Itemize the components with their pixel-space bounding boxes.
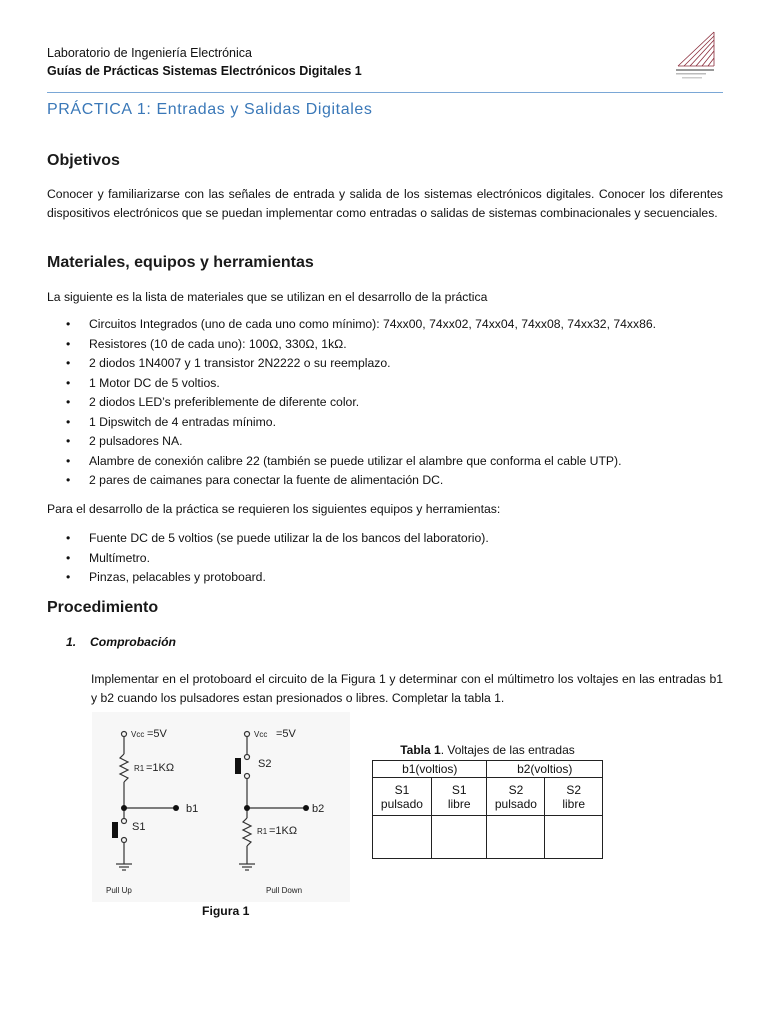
switch-label-s2: S2 [258, 758, 272, 770]
resistor-value-left: =1KΩ [146, 762, 175, 774]
switch-label-s1: S1 [132, 821, 146, 833]
header-lab-name: Laboratorio de Ingeniería Electrónica [47, 46, 252, 60]
table-group-header: b1(voltios) [373, 761, 487, 778]
list-item: • 2 diodos 1N4007 y 1 transistor 2N2222 o su reemplazo. [47, 354, 656, 374]
vcc-value-left: =5V [147, 728, 167, 740]
table-row [373, 816, 603, 859]
objetivos-heading: Objetivos [47, 152, 120, 169]
list-item: • Fuente DC de 5 voltios (se puede utilizar la de los bancos del laboratorio). [47, 529, 489, 549]
materiales-heading: Materiales, equipos y herramientas [47, 254, 314, 271]
table-cell [545, 816, 603, 859]
table-caption-text: . Voltajes de las entradas [440, 743, 575, 757]
procedimiento-text: Implementar en el protoboard el circuito de la Figura 1 y determinar con el múltimetro los voltajes en las entradas b1 y b2 cuando los pulsadores estan presionados o libres. Completar la tabla 1. [91, 672, 723, 705]
table-subheader: S1 pulsado [373, 778, 432, 816]
table-row [373, 778, 603, 816]
table-subheader: S2 pulsado [487, 778, 545, 816]
pull-down-label: Pull Down [266, 886, 303, 895]
materials-list [47, 315, 656, 491]
vcc-value-right: =5V [276, 728, 296, 740]
output-label-b2: b2 [312, 803, 325, 815]
header-course-name: Guías de Prácticas Sistemas Electrónicos Digitales 1 [47, 64, 362, 78]
list-item: • Circuitos Integrados (uno de cada uno como mínimo): 74xx00, 74xx02, 74xx04, 74xx08, 74xx32, 74xx86. [47, 315, 656, 335]
resistor-value-right: =1KΩ [269, 825, 298, 837]
list-item: • Multímetro. [47, 549, 489, 569]
list-item: • 1 Motor DC de 5 voltios. [47, 374, 656, 394]
voltage-table [372, 760, 603, 859]
step-title: Comprobación [90, 635, 176, 649]
vcc-label-left: Vcc [131, 730, 145, 739]
resistor-label-right: R1 [257, 827, 268, 836]
table-subheader: S2 libre [545, 778, 603, 816]
figure-1-circuits [92, 712, 350, 902]
table-cell [487, 816, 545, 859]
list-item: • Resistores (10 de cada uno): 100Ω, 330Ω, 1kΩ. [47, 335, 656, 355]
equipos-intro: Para el desarrollo de la práctica se requieren los siguientes equipos y herramientas: [47, 502, 501, 516]
materiales-intro: La siguiente es la lista de materiales que se utilizan en el desarrollo de la práctica [47, 290, 488, 304]
table-row [373, 761, 603, 778]
page-title: PRÁCTICA 1: Entradas y Salidas Digitales [47, 101, 373, 118]
list-item: • Pinzas, pelacables y protoboard. [47, 568, 489, 588]
resistor-label-left: R1 [134, 764, 145, 773]
header-divider [47, 92, 723, 93]
university-logo [668, 28, 720, 84]
list-item: • Alambre de conexión calibre 22 (también se puede utilizar el alambre que conforma el cable UTP). [47, 452, 656, 472]
table-group-header: b2(voltios) [487, 761, 603, 778]
list-item: • 2 diodos LED’s preferiblemente de diferente color. [47, 393, 656, 413]
vcc-label-right: Vcc [254, 730, 268, 739]
output-label-b1: b1 [186, 803, 199, 815]
list-item: • 2 pares de caimanes para conectar la fuente de alimentación DC. [47, 471, 656, 491]
figure-caption: Figura 1 [202, 904, 250, 918]
table-subheader: S1 libre [431, 778, 487, 816]
procedimiento-heading: Procedimiento [47, 599, 159, 616]
pull-up-label: Pull Up [106, 886, 132, 895]
table-cell [373, 816, 432, 859]
table-caption [372, 743, 603, 757]
list-item: • 1 Dipswitch de 4 entradas mínimo. [47, 413, 656, 433]
equipment-list [47, 529, 489, 588]
step-number: 1. [66, 635, 77, 649]
step-1-title [66, 635, 176, 649]
list-item: • 2 pulsadores NA. [47, 432, 656, 452]
table-caption-number: Tabla 1 [400, 743, 441, 757]
table-cell [431, 816, 487, 859]
objetivos-text: Conocer y familiarizarse con las señales de entrada y salida de los sistemas electrónicos digitales. Conocer los diferentes dispositivos electrónicos que se puedan implementar como entradas o salidas de sistemas combinacionales y secuenciales. [47, 187, 723, 220]
